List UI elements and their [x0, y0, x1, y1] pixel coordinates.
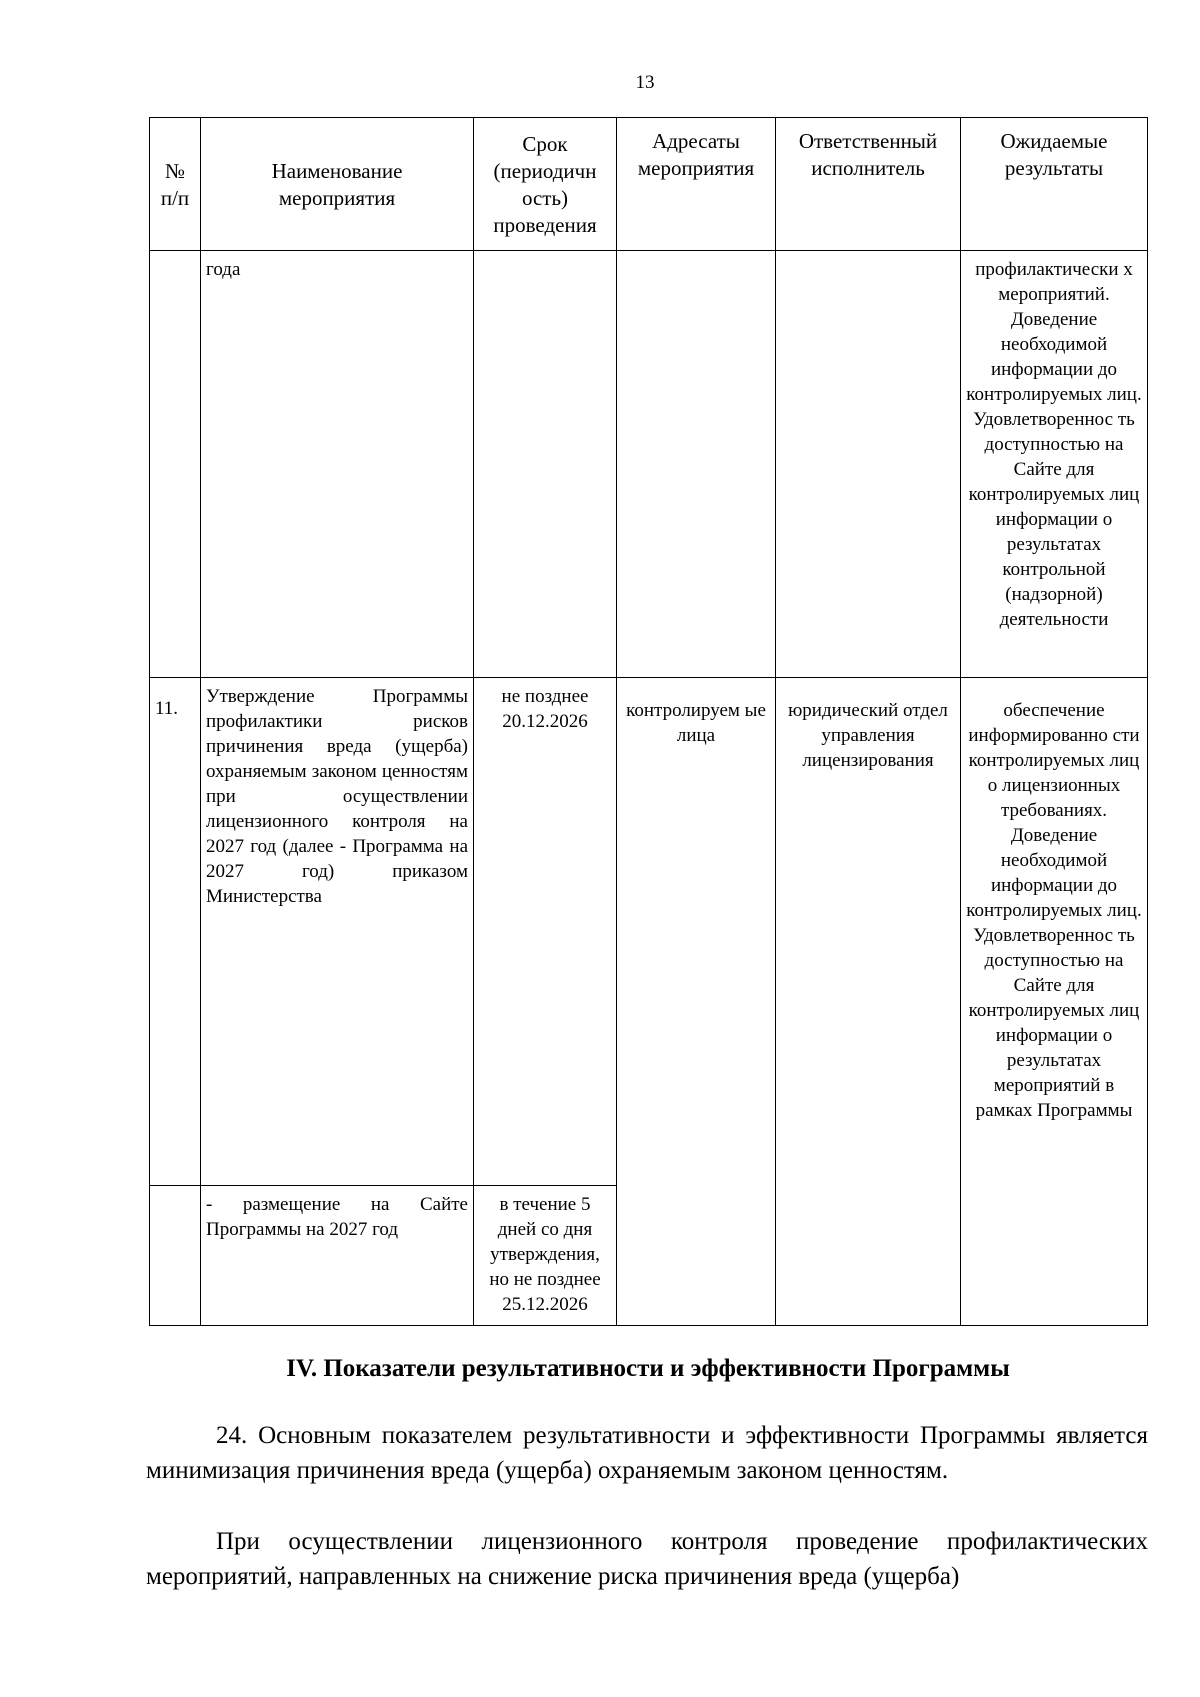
activities-table — [149, 117, 1148, 1326]
cell-name: года — [201, 251, 474, 678]
cell-results: профилактически х мероприятий. Доведение необходимой информации до контролируемых лиц. Удовлетвореннос ть доступностью на Сайте для контролируемых лиц информации о результатах контрольной (надзорной) деятельности — [961, 251, 1148, 678]
table-row — [150, 678, 1148, 1186]
paragraph-24: 24. Основным показателем результативности и эффективности Программы является минимизация причинения вреда (ущерба) охраняемым законом ценностям. — [146, 1422, 1148, 1484]
section-title: IV. Показатели результативности и эффективности Программы — [286, 1355, 1010, 1382]
cell-executor: юридический отдел управления лицензирования — [776, 678, 961, 1326]
cell-number: 11. — [150, 678, 201, 1186]
cell-number — [150, 1186, 201, 1326]
cell-executor — [776, 251, 961, 678]
header-results: Ожидаемые результаты — [961, 118, 1148, 251]
table-row — [150, 251, 1148, 678]
cell-addressees: контролируем ые лица — [617, 678, 776, 1326]
header-name: Наименование мероприятия — [201, 118, 474, 251]
page-number: 13 — [635, 72, 655, 93]
table-header-row — [150, 118, 1148, 251]
cell-addressees — [617, 251, 776, 678]
cell-term — [474, 251, 617, 678]
cell-results: обеспечение информированно сти контролируемых лиц о лицензионных требованиях. Доведение необходимой информации до контролируемых лиц. Удовлетвореннос ть доступностью на Сайте для контролируемых лиц информации о результатах мероприятий в рамках Программы — [961, 678, 1148, 1326]
header-addressees: Адресаты мероприятия — [617, 118, 776, 251]
header-term: Срок (периодичн ость) проведения — [474, 118, 617, 251]
cell-number — [150, 251, 201, 678]
cell-name: Утверждение Программы профилактики рисков причинения вреда (ущерба) охраняемым законом ценностям при осуществлении лицензионного контроля на 2027 год (далее - Программа на 2027 год) приказом Министерства — [201, 678, 474, 1186]
cell-name: - размещение на Сайте Программы на 2027 год — [201, 1186, 474, 1326]
header-number: № п/п — [150, 118, 201, 251]
paragraph-25: При осуществлении лицензионного контроля проведение профилактических мероприятий, направленных на снижение риска причинения вреда (ущерба) — [146, 1528, 1148, 1590]
header-executor: Ответственный исполнитель — [776, 118, 961, 251]
cell-term: в течение 5 дней со дня утверждения, но не позднее 25.12.2026 — [474, 1186, 617, 1326]
cell-term: не позднее 20.12.2026 — [474, 678, 617, 1186]
